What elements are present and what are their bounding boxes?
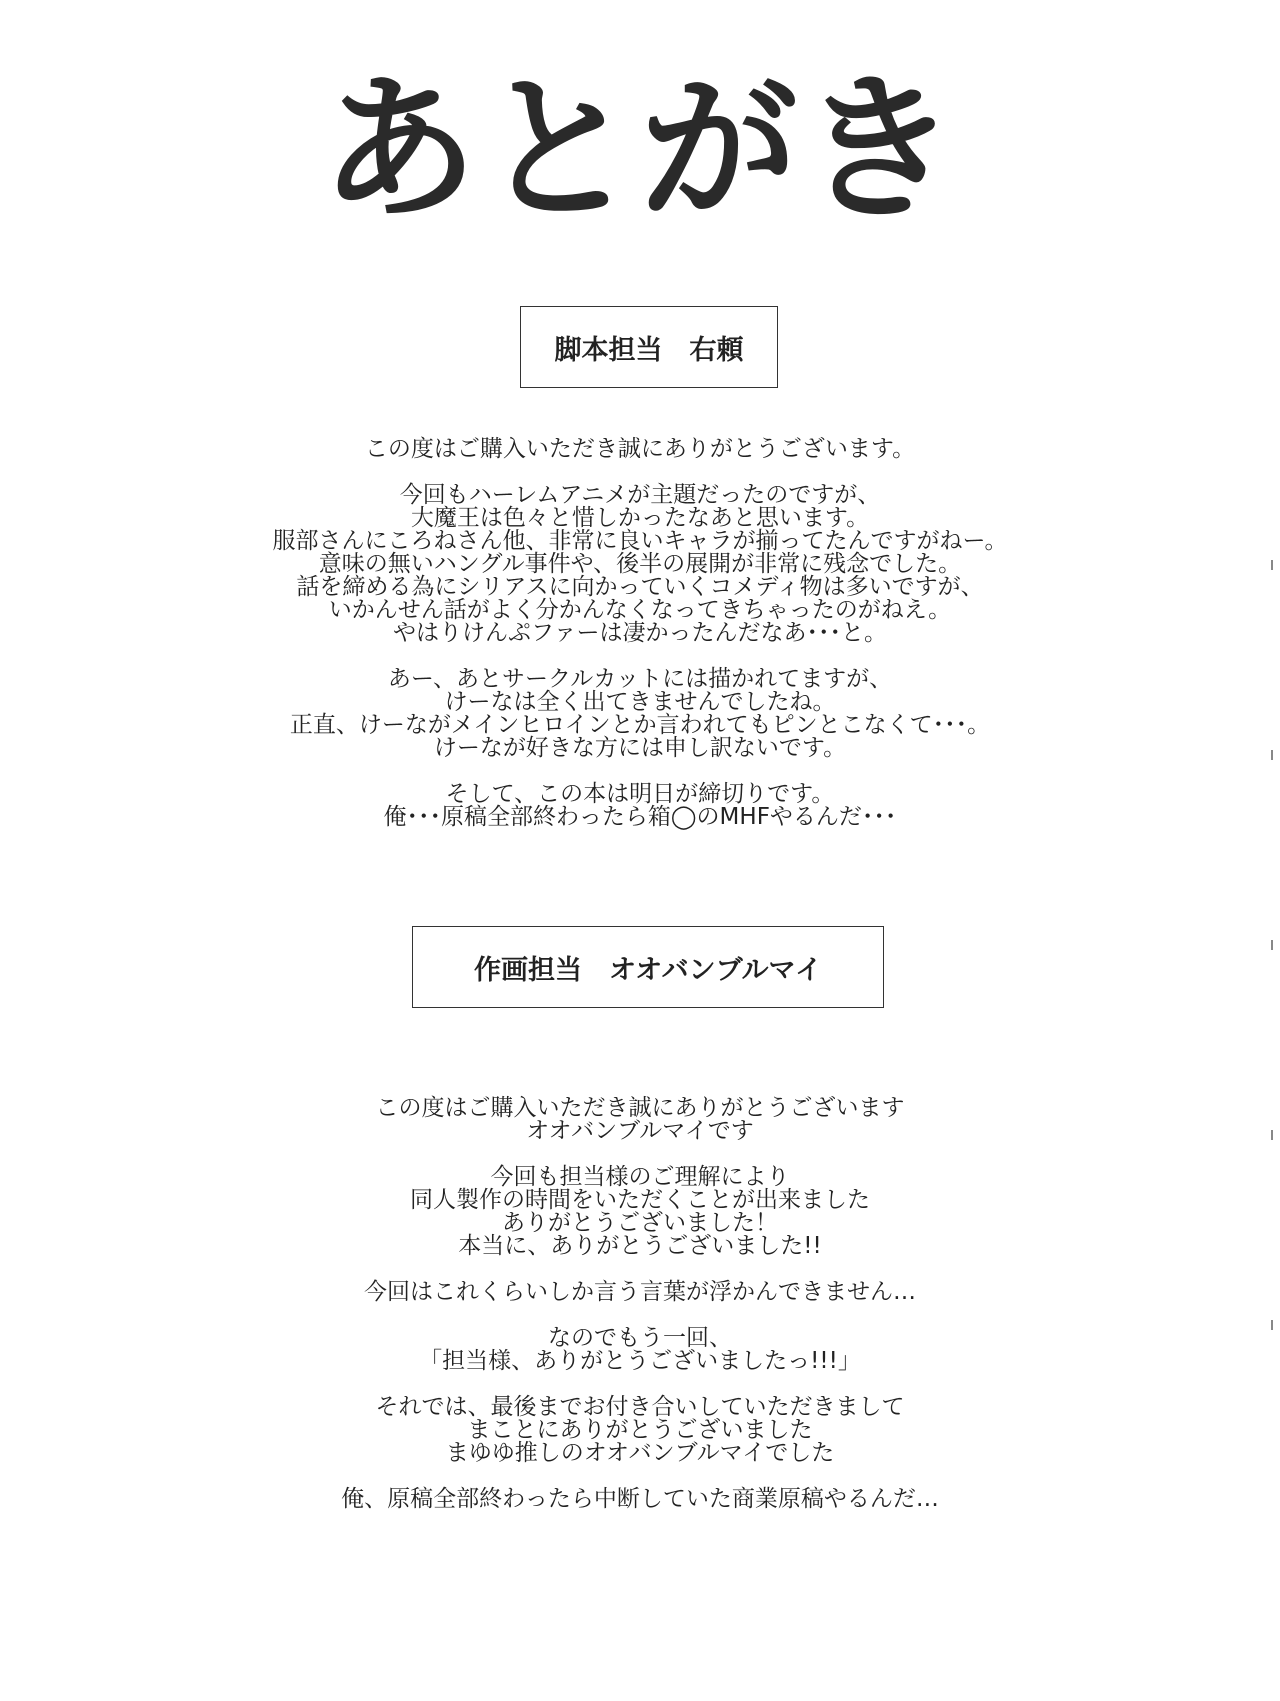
text-line: 「担当様、ありがとうございましたっ!!!」: [419, 1348, 861, 1374]
text-line: 正直、けーながメインヒロインとか言われてもピンとこなくて･･･。: [289, 712, 991, 738]
text-line: 今回はこれくらいしか言う言葉が浮かんできません…: [364, 1279, 916, 1305]
text-line: けーなは全く出てきませんでしたね。: [444, 689, 836, 715]
text-line: まゆゆ推しのオオバンブルマイでした: [445, 1440, 835, 1466]
section-heading-artist: 作画担当 オオバンブルマイ: [412, 926, 884, 1008]
paragraph: [0, 1281, 1280, 1304]
scriptwriter-message: [0, 438, 1280, 852]
text-line: それでは、最後までお付き合いしていただきまして: [375, 1394, 905, 1420]
edge-mark: [1271, 1320, 1273, 1330]
text-line: 今回も担当様のご理解により: [490, 1164, 790, 1190]
paragraph: [0, 484, 1280, 645]
edge-mark: [1271, 750, 1273, 760]
text-line: まことにありがとうございました: [467, 1417, 813, 1443]
text-line: やはりけんぷファーは凄かったんだなあ･･･と。: [392, 620, 888, 646]
edge-mark: [1271, 560, 1273, 570]
paragraph: [0, 1097, 1280, 1143]
text-line: 今回もハーレムアニメが主題だったのですが、: [399, 482, 881, 508]
text-line: 話を締める為にシリアスに向かっていくコメディ物は多いですが、: [296, 574, 984, 600]
text-line: 服部さんにころねさん他、非常に良いキャラが揃ってたんですがねー。: [272, 528, 1008, 554]
paragraph: [0, 1396, 1280, 1465]
text-line: ありがとうございました！: [502, 1210, 778, 1236]
edge-mark: [1271, 940, 1273, 950]
edge-mark: [1271, 1130, 1273, 1140]
text-line: けーなが好きな方には申し訳ないです。: [433, 735, 847, 761]
text-line: 本当に、ありがとうございました!!: [458, 1233, 822, 1259]
paragraph: [0, 1327, 1280, 1373]
text-line: 意味の無いハングル事件や、後半の展開が非常に残念でした。: [318, 551, 962, 577]
text-line: そして、この本は明日が締切りです。: [445, 781, 835, 807]
text-line: あー、あとサークルカットには描かれてますが、: [387, 666, 893, 692]
paragraph: [0, 783, 1280, 829]
text-line: オオバンブルマイです: [526, 1118, 754, 1144]
section-heading-scriptwriter: 脚本担当 右頼: [520, 306, 778, 388]
text-line: いかんせん話がよく分かんなくなってきちゃったのがねえ。: [328, 597, 952, 623]
text-line: この度はご購入いただき誠にありがとうございます。: [364, 436, 916, 462]
text-line: なのでもう一回、: [548, 1325, 732, 1351]
text-line: 同人製作の時間をいただくことが出来ました: [410, 1187, 870, 1213]
text-line: 大魔王は色々と惜しかったなあと思います。: [410, 505, 870, 531]
page-title: あとがき: [320, 58, 960, 242]
scan-edge-marks: [1271, 560, 1274, 1510]
paragraph: [0, 668, 1280, 760]
text-line: 俺･･･原稿全部終わったら箱◯のMHFやるんだ･･･: [383, 804, 897, 830]
artist-message: [0, 1097, 1280, 1534]
paragraph: [0, 1166, 1280, 1258]
paragraph: [0, 438, 1280, 461]
text-line: この度はご購入いただき誠にありがとうございます: [375, 1095, 905, 1121]
text-line: 俺、原稿全部終わったら中断していた商業原稿やるんだ…: [341, 1486, 939, 1512]
paragraph: [0, 1488, 1280, 1511]
